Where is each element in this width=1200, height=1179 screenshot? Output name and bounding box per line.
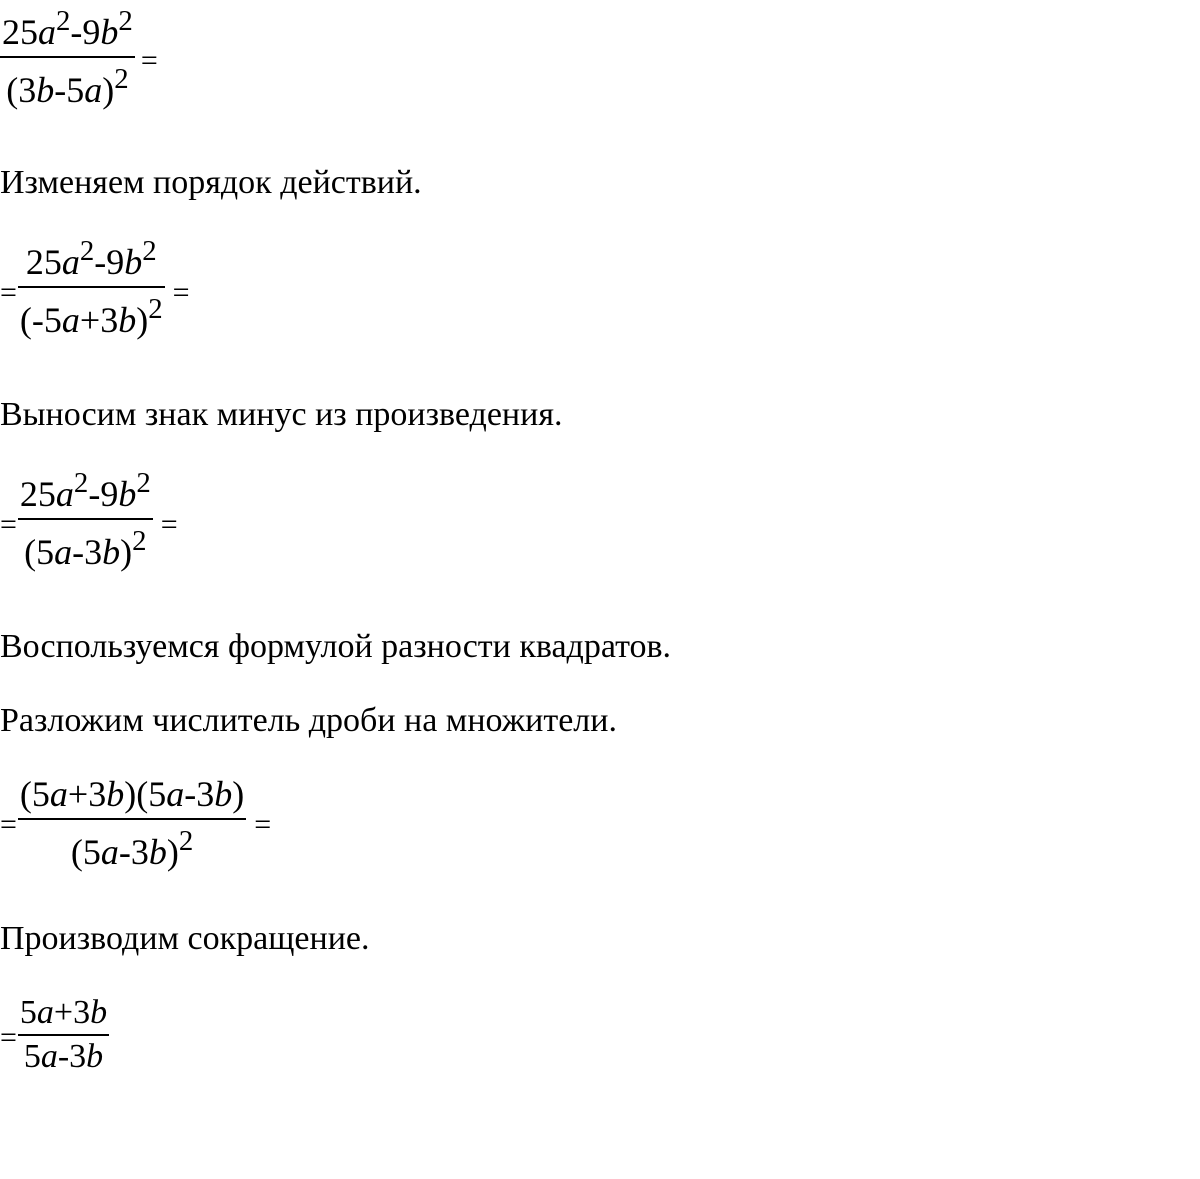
numerator: $25a^2-9b^2$ [2,4,133,52]
fraction [18,994,109,1074]
numerator: (5a+3b)(5a-3b) [19,774,245,814]
numerator: $25a^2-9b^2$ [19,466,151,514]
fraction [18,466,153,572]
fraction [18,234,165,340]
numerator: 5a+3b [19,994,108,1031]
equals-sign: = [254,808,272,841]
expression-step-5 [0,994,109,1074]
equals-sign: = [0,1021,17,1054]
numerator: $25a^2-9b^2$ [25,234,157,282]
explanation-text-5: Производим сокращение. [0,920,370,957]
equals-sign: = [172,276,190,309]
equals-sign: = [0,508,17,541]
expression-step-1 [0,4,158,110]
denominator: $(5a-3b)^2$ [24,524,147,572]
denominator: $(3b-5a)^2$ [6,62,129,110]
explanation-text-4: Разложим числитель дроби на множители. [0,702,617,739]
denominator: $(5a-3b)^2$ [70,824,194,872]
denominator: $(-5a+3b)^2$ [19,292,163,340]
expression-step-2 [0,234,190,340]
equals-sign: = [0,808,17,841]
denominator: 5a-3b [23,1038,104,1075]
equals-sign: = [140,44,158,77]
equals-sign: = [160,508,178,541]
expression-step-3 [0,466,178,572]
explanation-text-1: Изменяем порядок действий. [0,164,422,201]
expression-step-4 [0,772,271,870]
explanation-text-2: Выносим знак минус из произведения. [0,396,563,433]
equals-sign: = [0,276,17,309]
fraction [18,772,246,870]
explanation-text-3: Воспользуемся формулой разности квадратов. [0,628,672,665]
fraction [0,4,135,110]
